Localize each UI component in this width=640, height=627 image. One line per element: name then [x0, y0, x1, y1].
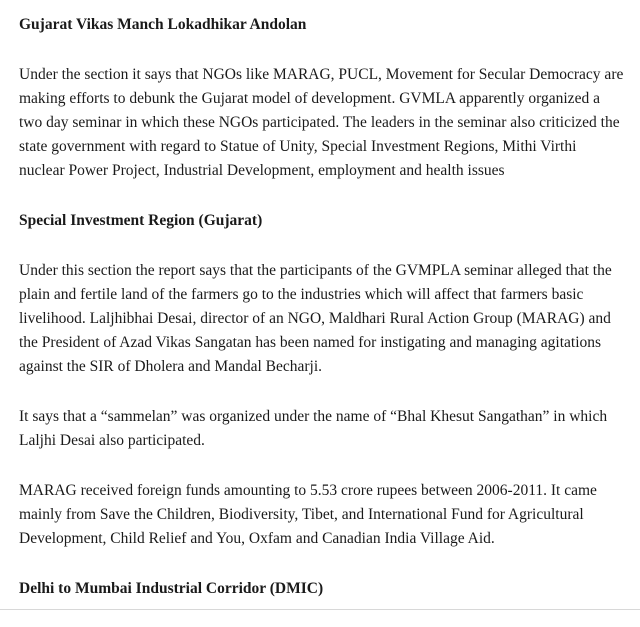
- paragraph-gvmla-seminar: Under the section it says that NGOs like MARAG, PUCL, Movement for Secular Democracy are making efforts to debunk the Gujarat model of development. GVMLA apparently organized a two day seminar in which these NGOs participated. The leaders in the seminar also criticized the state government with regard to Statue of Unity, Special Investment Regions, Mithi Virthi nuclear Power Project, Industrial Development, employment and health issues: [19, 66, 624, 179]
- bottom-divider: [0, 609, 640, 610]
- section-heading-dmic: Delhi to Mumbai Industrial Corridor (DMIC): [19, 580, 324, 597]
- section-heading-sir: Special Investment Region (Gujarat): [19, 212, 263, 229]
- paragraph-sir-allegations: Under this section the report says that the participants of the GVMPLA seminar alleged that the plain and fertile land of the farmers go to the industries which will affect that farmers basic livelihood. Laljhibhai Desai, director of an NGO, Maldhari Rural Action Group (MARAG) and the President of Azad Vikas Sangatan has been named for instigating and managing agitations against the SIR of Dholera and Mandal Becharji.: [19, 262, 612, 375]
- paragraph-sammelan: It says that a “sammelan” was organized under the name of “Bhal Khesut Sangathan” in which Laljhi Desai also participated.: [19, 408, 608, 449]
- section-heading-gvmla: Gujarat Vikas Manch Lokadhikar Andolan: [19, 16, 307, 33]
- paragraph-foreign-funds: MARAG received foreign funds amounting to 5.53 crore rupees between 2006-2011. It came mainly from Save the Children, Biodiversity, Tibet, and International Fund for Agricultural Development, Child Relief and You, Oxfam and Canadian India Village Aid.: [19, 482, 597, 547]
- article-body: [19, 13, 625, 627]
